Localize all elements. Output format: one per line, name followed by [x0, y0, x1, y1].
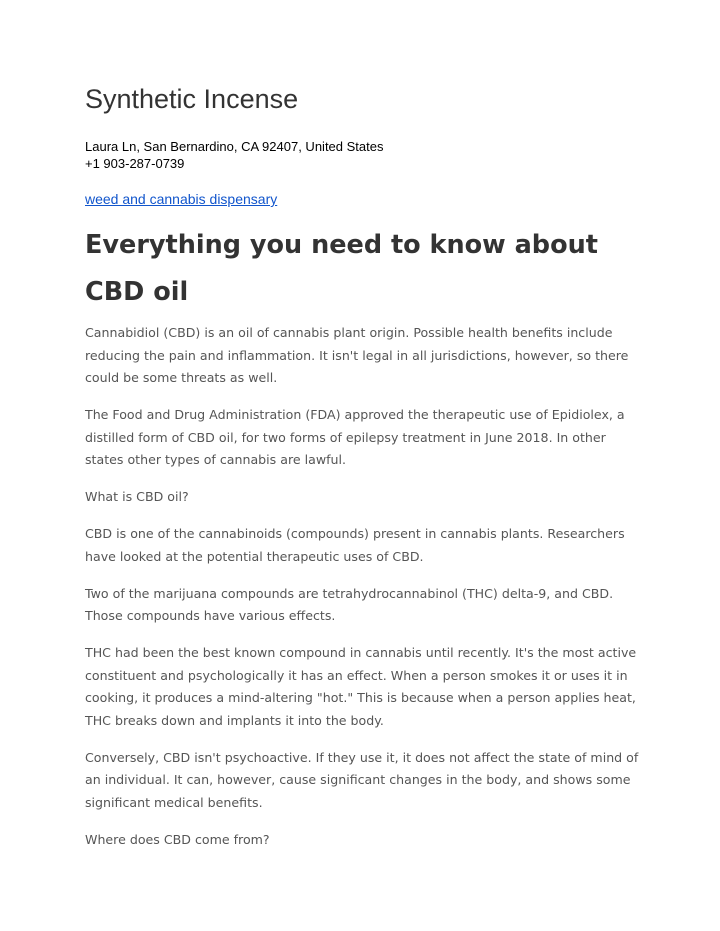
business-name: Synthetic Incense — [85, 84, 299, 114]
article-paragraph: The Food and Drug Administration (FDA) approved the therapeutic use of Epidiolex, a distilled form of CBD oil, for two forms of epilepsy treatment in June 2018. In other states other types of cannabis are lawful. — [85, 407, 625, 467]
article-subheading: What is CBD oil? — [85, 489, 189, 504]
dispensary-link[interactable]: weed and cannabis dispensary — [85, 191, 278, 207]
article-paragraph: Conversely, CBD isn't psychoactive. If they use it, it does not affect the state of mind of an individual. It can, however, cause significant changes in the body, and shows some significant medical benefits. — [85, 749, 639, 810]
article-title: Everything you need to know about CBD oil — [85, 230, 598, 307]
article-paragraph: Two of the marijuana compounds are tetrahydrocannabinol (THC) delta-9, and CBD. Those compounds have various effects. — [85, 585, 614, 623]
article-body — [85, 322, 645, 866]
article-paragraph: THC had been the best known compound in cannabis until recently. It's the most active constituent and psychologically it has an effect. When a person smokes it or uses it in cooking, it produces a mind-altering "hot." This is because when a person applies heat, THC breaks down and implants it into the body. — [85, 645, 637, 728]
business-phone: +1 903-287-0739 — [85, 156, 185, 171]
article-subheading: Where does CBD come from? — [85, 831, 270, 847]
article-paragraph: Cannabidiol (CBD) is an oil of cannabis plant origin. Possible health benefits include reducing the pain and inflammation. It isn't legal in all jurisdictions, however, so there could be some threats as well. — [85, 325, 629, 385]
business-address: Laura Ln, San Bernardino, CA 92407, United States — [85, 139, 384, 154]
article-paragraph: CBD is one of the cannabinoids (compounds) present in cannabis plants. Researchers have looked at the potential therapeutic uses of CBD. — [85, 526, 625, 564]
